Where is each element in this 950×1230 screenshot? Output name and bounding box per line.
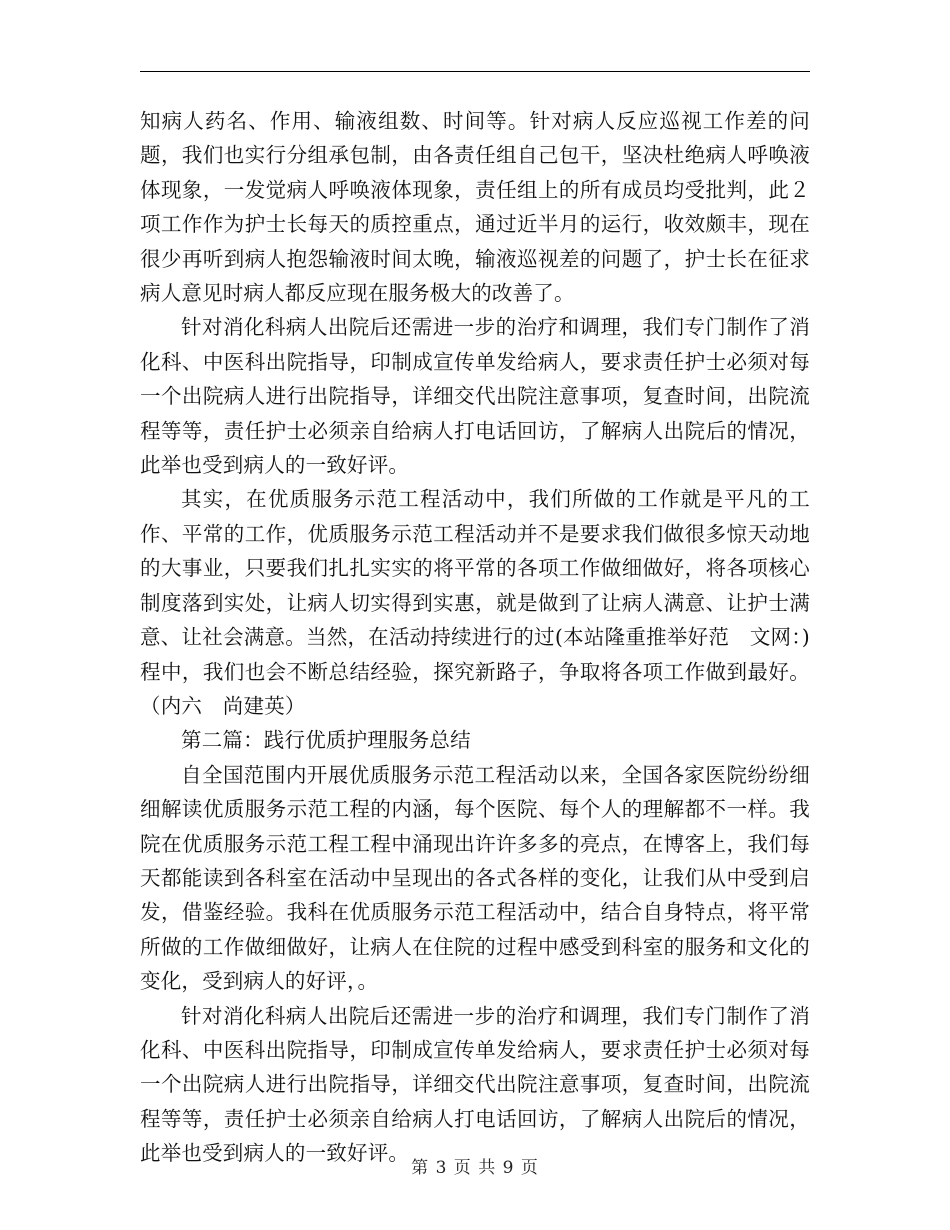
paragraph: 针对消化科病人出院后还需进一步的治疗和调理，我们专门制作了消化科、中医科出院指导，印制成宣传单发给病人，要求责任护士必须对每一个出院病人进行出院指导，详细交代出院注意事项，复查时间，出院流程等等，责任护士必须亲自给病人打电话回访，了解病人出院后的情况，此举也受到病人的一致好评。 — [140, 1003, 810, 1166]
paragraph: 针对消化科病人出院后还需进一步的治疗和调理，我们专门制作了消化科、中医科出院指导，印制成宣传单发给病人，要求责任护士必须对每一个出院病人进行出院指导，详细交代出院注意事项，复查时间，出院流程等等，责任护士必须亲自给病人打电话回访，了解病人出院后的情况，此举也受到病人的一致好评。 — [140, 315, 810, 478]
section-heading: 第二篇：践行优质护理服务总结 — [181, 728, 471, 753]
paragraph-continued: 知病人药名、作用、输液组数、时间等。针对病人反应巡视工作差的问题，我们也实行分组承包制，由各责任组自己包干，坚决杜绝病人呼唤液体现象，一发觉病人呼唤液体现象，责任组上的所有成员均受批判，此２项工作作为护士长每天的质控重点，通过近半月的运行，收效颇丰，现在很少再听到病人抱怨输液时间太晚，输液巡视差的问题了，护士长在征求病人意见时病人都反应现在服务极大的改善了。 — [140, 109, 810, 306]
page-number-footer: 第 3 页 共 9 页 — [411, 1158, 539, 1178]
document-body — [140, 104, 810, 1171]
paragraph: 其实，在优质服务示范工程活动中，我们所做的工作就是平凡的工作、平常的工作，优质服务示范工程活动并不是要求我们做很多惊天动地的大事业，只要我们扎扎实实的将平常的各项工作做细做好，将各项核心制度落到实处，让病人切实得到实惠，就是做到了让病人满意、让护士满意、让社会满意。当然，在活动持续进行的过(本站隆重推举好范 文网：)程中，我们也会不断总结经验，探究新路子，争取将各项工作做到最好。（内六 尚建英） — [140, 487, 810, 718]
header-rule — [140, 71, 810, 72]
paragraph: 自全国范围内开展优质服务示范工程活动以来，全国各家医院纷纷细细解读优质服务示范工程的内涵，每个医院、每个人的理解都不一样。我院在优质服务示范工程工程中涌现出许许多多的亮点，在博客上，我们每天都能读到各科室在活动中呈现出的各式各样的变化，让我们从中受到启发，借鉴经验。我科在优质服务示范工程活动中，结合自身特点，将平常所做的工作做细做好，让病人在住院的过程中感受到科室的服务和文化的变化，受到病人的好评，。 — [140, 762, 810, 994]
